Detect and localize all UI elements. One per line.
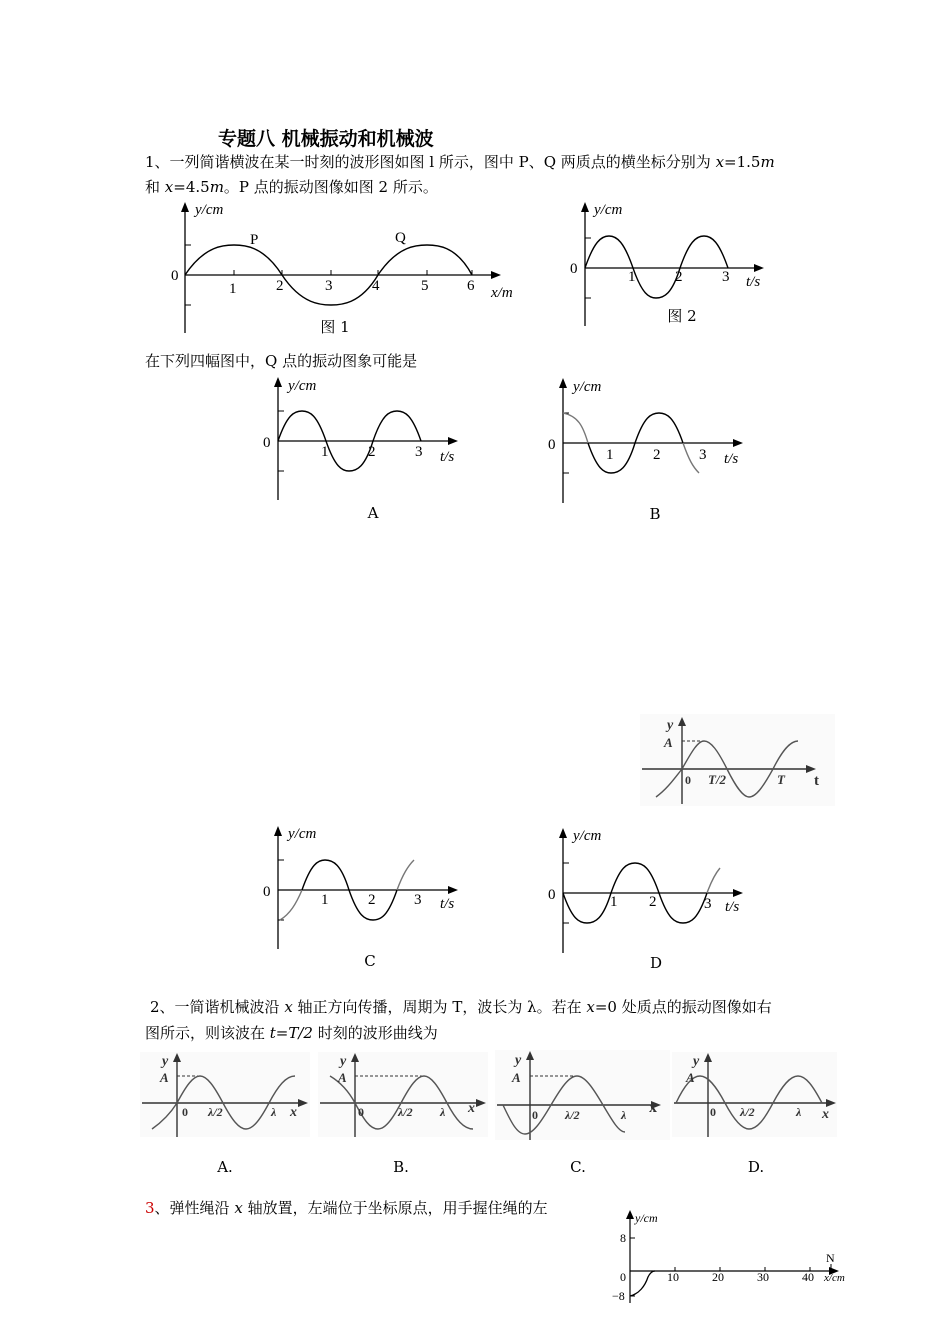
option-b-tick-2: 2 <box>653 447 661 463</box>
q2-line1-a: 2、一简谐机械波沿 <box>150 998 285 1016</box>
q2-b-full: λ <box>440 1105 446 1119</box>
option-a-tick-3: 3 <box>415 444 423 460</box>
q2-b-half: λ/2 <box>398 1105 413 1119</box>
q2-line1-var2: x <box>586 998 595 1016</box>
fig1-origin: 0 <box>171 268 179 284</box>
option-b-xlabel: t/s <box>724 451 739 467</box>
q2-d-half: λ/2 <box>740 1105 755 1119</box>
option-d-caption: D <box>649 954 663 972</box>
q2-a-full: λ <box>271 1105 277 1119</box>
fig1-point-p: P <box>250 232 259 248</box>
q3-number: 3 <box>145 1199 155 1217</box>
q2-line1-var: x <box>284 998 293 1016</box>
fig2-x-arrow <box>754 264 764 272</box>
q2-option-c-caption: C. <box>570 1158 586 1176</box>
fig1-tick-1: 1 <box>229 281 237 297</box>
q3-y-bottom: −8 <box>612 1289 625 1303</box>
q2-d-axis: x <box>822 1107 829 1122</box>
option-c-tick-3: 3 <box>414 892 422 908</box>
q2-c-half: λ/2 <box>565 1108 580 1122</box>
q2-option-b-caption: B. <box>393 1158 409 1176</box>
option-c-origin: 0 <box>263 884 271 900</box>
fig2-y-arrow <box>581 202 589 212</box>
fig2-tick-2: 2 <box>675 269 683 285</box>
q1-line1-value: =1.5 <box>724 153 761 171</box>
option-c-curve-lead <box>280 890 302 920</box>
q2-a-amp: A <box>160 1070 169 1085</box>
q1-line1-var: x <box>715 153 725 171</box>
option-c-ylabel: y/cm <box>288 826 317 842</box>
fig2-origin: 0 <box>570 261 578 277</box>
fig1-ylabel: y/cm <box>195 202 224 218</box>
fig1-x-arrow <box>491 271 501 279</box>
option-c-xlabel: t/s <box>440 896 455 912</box>
q3-xlabel: x/cm <box>824 1272 845 1284</box>
q1-line2-e: 。P 点的振动图像如图 2 所示。 <box>223 178 438 196</box>
q3-marker-n: N <box>826 1251 835 1265</box>
q3-origin: 0 <box>620 1270 626 1284</box>
q2-a-y: y <box>162 1054 169 1069</box>
q1-line2-unit: m <box>209 178 224 196</box>
q1-option-c-graph <box>258 822 458 952</box>
option-d-ylabel: y/cm <box>573 828 602 844</box>
option-b-origin: 0 <box>548 437 556 453</box>
fig2-ylabel: y/cm <box>594 202 623 218</box>
option-b-curve-lead <box>563 413 588 443</box>
fig1-tick-6: 6 <box>467 278 475 294</box>
q3-text-a: 、弹性绳沿 <box>154 1199 235 1217</box>
option-b-caption: B <box>649 505 661 523</box>
q1-line2-value: =4.5 <box>173 178 210 196</box>
q2-a-axis: x <box>290 1105 297 1120</box>
q2-vib-a: A <box>664 735 673 750</box>
q1-line2 <box>145 175 438 199</box>
option-a-ylabel: y/cm <box>288 378 317 394</box>
option-a-tick-2: 2 <box>368 444 376 460</box>
q2-line1 <box>150 995 772 1019</box>
q2-option-d-graph <box>672 1052 837 1137</box>
q3-ylabel: y/cm <box>635 1211 658 1225</box>
fig2-caption: 图 2 <box>667 307 697 325</box>
option-a-xlabel: t/s <box>440 449 455 465</box>
option-d-tick-3: 3 <box>704 896 712 912</box>
option-b-curve-tail <box>683 443 699 473</box>
q3-y-top: 8 <box>620 1231 626 1245</box>
q1-option-b-graph <box>543 374 743 506</box>
q1-prompt: 在下列四幅图中，Q 点的振动图象可能是 <box>145 352 418 370</box>
q2-a-half: λ/2 <box>208 1105 223 1119</box>
q3-rope-curve <box>630 1271 655 1296</box>
fig1-tick-5: 5 <box>421 278 429 294</box>
q2-option-c-graph <box>495 1050 670 1140</box>
q1-option-d-graph <box>543 824 743 956</box>
option-d-curve-tail <box>707 868 720 893</box>
fig1-xlabel: x/m <box>491 285 513 301</box>
q3-tick-40: 40 <box>802 1270 814 1284</box>
q2-option-a-graph <box>140 1052 310 1137</box>
option-c-curve-tail <box>397 860 414 890</box>
q2-option-a-caption: A. <box>217 1158 233 1176</box>
option-a-tick-1: 1 <box>321 444 329 460</box>
q2-vibration-figure <box>640 714 835 806</box>
option-c-caption: C <box>364 952 376 970</box>
fig1-caption: 图 1 <box>320 318 350 336</box>
fig2-xlabel: t/s <box>746 274 761 290</box>
option-d-origin: 0 <box>548 887 556 903</box>
q2-vib-origin: 0 <box>685 773 691 787</box>
q2-c-origin: 0 <box>532 1108 538 1122</box>
q2-c-amp: A <box>512 1070 521 1085</box>
q2-c-axis: x <box>649 1099 657 1116</box>
q2-a-origin: 0 <box>182 1105 188 1119</box>
q2-vib-period: T <box>777 772 785 787</box>
option-d-xlabel: t/s <box>725 899 740 915</box>
option-c-tick-1: 1 <box>321 892 329 908</box>
q2-line2-c: 时刻的波形曲线为 <box>312 1024 438 1042</box>
q1-line2-a: 和 <box>145 178 165 196</box>
q1-line2-var: x <box>164 178 174 196</box>
option-d-tick-1: 1 <box>610 894 618 910</box>
q2-c-y: y <box>515 1053 522 1068</box>
q1-line1-unit: m <box>760 153 775 171</box>
q2-lambda: λ <box>527 998 537 1016</box>
q2-vib-axis: t <box>814 773 819 789</box>
q2-d-amp: A <box>686 1070 695 1085</box>
q3-figure <box>605 1206 850 1306</box>
q2-d-full: λ <box>796 1105 802 1119</box>
option-a-caption: A <box>367 504 379 522</box>
q2-option-d-caption: D. <box>747 1158 765 1176</box>
fig2-tick-3: 3 <box>722 269 730 285</box>
q2-b-axis: x <box>468 1101 475 1116</box>
q2-line2 <box>145 1021 438 1045</box>
fig1-x-ticks <box>234 270 472 275</box>
fig1-y-arrow <box>181 202 189 212</box>
option-c-tick-2: 2 <box>368 892 376 908</box>
option-d-tick-2: 2 <box>649 894 657 910</box>
fig2-curve <box>585 236 728 298</box>
q1-line1-a: 1、一列简谐横波在某一时刻的波形图如图 l 所示，图中 P、Q 两质点的横坐标分别为 <box>145 153 716 171</box>
q3-tick-20: 20 <box>712 1270 724 1284</box>
fig1-tick-4: 4 <box>372 278 380 294</box>
q2-vib-y: y <box>667 718 674 733</box>
q2-option-b-graph <box>318 1052 488 1137</box>
q2-vib-half: T/2 <box>708 772 727 787</box>
q2-b-y: y <box>340 1054 347 1069</box>
page-title: 专题八 机械振动和机械波 <box>218 128 434 150</box>
fig1-tick-2: 2 <box>276 278 284 294</box>
q2-line1-e: 。若在 <box>536 998 587 1016</box>
q2-line1-g: =0 处质点的振动图像如右 <box>594 998 772 1016</box>
q3-tick-10: 10 <box>667 1270 679 1284</box>
q2-c-full: λ <box>621 1108 627 1122</box>
fig2-tick-1: 1 <box>628 269 636 285</box>
q2-d-origin: 0 <box>710 1105 716 1119</box>
q2-b-origin: 0 <box>358 1105 364 1119</box>
q2-b-amp: A <box>338 1070 347 1085</box>
q3-var: x <box>234 1199 243 1217</box>
q2-line1-c: 轴正方向传播，周期为 T，波长为 <box>292 998 528 1016</box>
q2-line2-time: t=T/2 <box>269 1024 313 1042</box>
q3-line1 <box>145 1196 548 1220</box>
option-b-tick-1: 1 <box>606 447 614 463</box>
q2-line2-a: 图所示，则该波在 <box>145 1024 270 1042</box>
q3-tick-30: 30 <box>757 1270 769 1284</box>
q2-d-y: y <box>693 1054 700 1069</box>
q3-text-c: 轴放置，左端位于坐标原点，用手握住绳的左 <box>242 1199 548 1217</box>
option-b-ylabel: y/cm <box>573 379 602 395</box>
option-b-tick-3: 3 <box>699 447 707 463</box>
fig1-point-q: Q <box>395 230 406 246</box>
option-a-origin: 0 <box>263 435 271 451</box>
q1-line1 <box>145 150 775 174</box>
fig1-tick-3: 3 <box>325 278 333 294</box>
q1-option-a-graph <box>258 373 458 503</box>
